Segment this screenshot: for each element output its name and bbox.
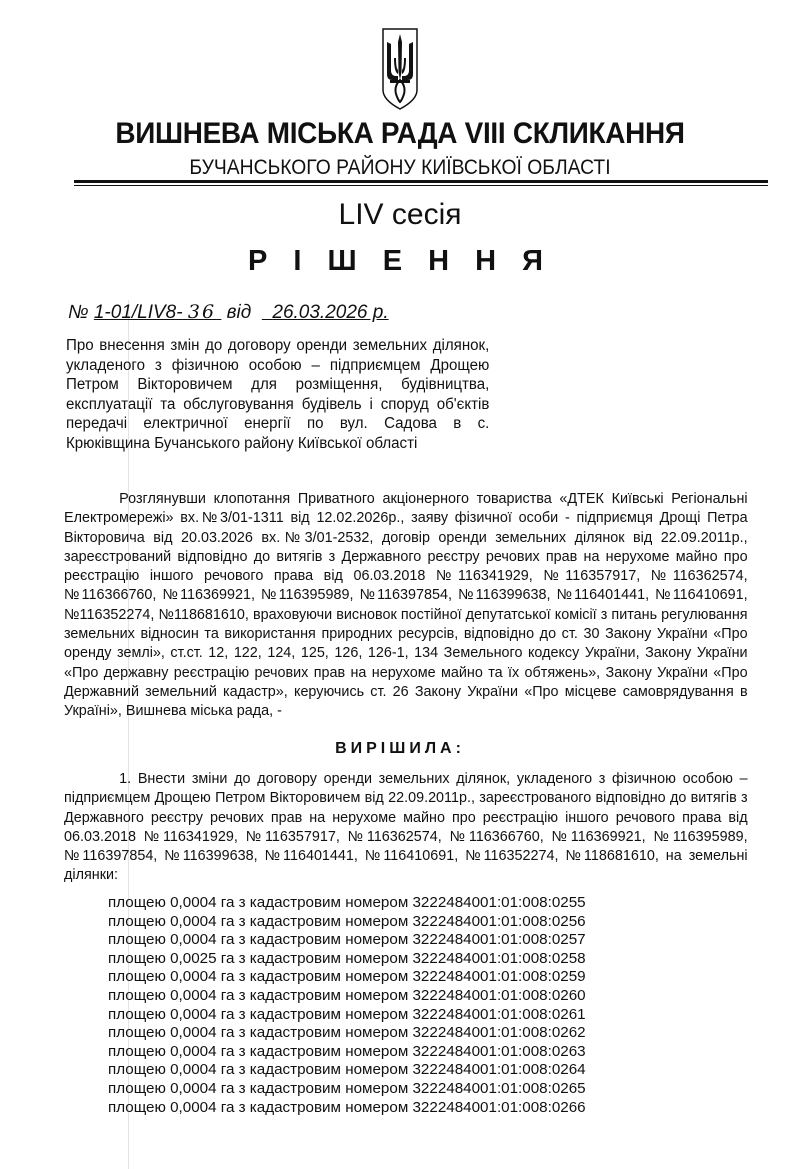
land-plot-item: площею 0,0025 га з кадастровим номером 3222484001:01:008:0258	[108, 949, 586, 967]
item-1-paragraph: 1. Внести зміни до договору оренди земельних ділянок, укладеного з фізичною особою – підприємцем Дрощею Петром Вікторовичем від 22.09.2011р., зареєстрованого відповідно до витягів з Державного реєстру речових прав на нерухоме майно про реєстрацію іншого речового права від 06.03.2018 №116341929, №116357917, №116362574, №116366760, №116369921, №116395989, №116397854, №116399638, №116401441, №116410691, №116352274, №118681610, на земельні ділянки:	[64, 771, 748, 884]
district-subtitle: БУЧАНСЬКОГО РАЙОНУ КИЇВСЬКОЇ ОБЛАСТІ	[189, 156, 611, 179]
decision-date-text: 26.03.2026 р.	[272, 302, 389, 323]
land-plot-item: площею 0,0004 га з кадастровим номером 3222484001:01:008:0263	[108, 1042, 586, 1060]
land-plot-item: площею 0,0004 га з кадастровим номером 3222484001:01:008:0259	[108, 968, 586, 986]
decision-date	[262, 302, 389, 323]
decision-number-prefix: 1-01/LIV8-	[93, 302, 183, 323]
land-plot-item: площею 0,0004 га з кадастровим номером 3222484001:01:008:0265	[108, 1079, 586, 1097]
header-rule-thin	[74, 185, 768, 186]
land-plot-item: площею 0,0004 га з кадастровим номером 3222484001:01:008:0257	[108, 931, 586, 949]
decision-number-handwritten: 36	[187, 301, 217, 323]
council-title: ВИШНЕВА МІСЬКА РАДА VIII СКЛИКАННЯ	[115, 117, 685, 150]
decision-subject: Про внесення змін до договору оренди земельних ділянок, укладеного з фізичною особою – підприємцем Дрощею Петром Вікторовичем для розміщення, будівництва, експлуатації та обслуговування будівель і споруд об'єктів передачі електричної енергії по вул. Садова в с. Крюківщина Бучанського району Київської області	[66, 337, 490, 452]
land-plot-item: площею 0,0004 га з кадастровим номером 3222484001:01:008:0266	[108, 1098, 586, 1116]
land-plot-item: площею 0,0004 га з кадастровим номером 3222484001:01:008:0262	[108, 1024, 586, 1042]
preamble-paragraph: Розглянувши клопотання Приватного акціонерного товариства «ДТЕК Київські Регіональні Електромережі» вх.№3/01-1311 від 12.02.2026р., заяву фізичної особи - підприємця Дрощі Петра Вікторовича від 20.03.2026 вх.№3/01-2532, договір оренди земельних ділянок від 22.09.2011р., зареєстрований відповідно до витягів з Державного реєстру речових прав на нерухоме майно про реєстрацію іншого речового права від 06.03.2018 №116341929, №116357917, №116362574, №116366760, №116369921, №116395989, №116397854, №116399638, №116401441, №116410691, №116352274, №118681610, враховуючи висновок постійної депутатської комісії з питань регулювання земельних відносин та використання природних ресурсів, відповідно до ст. 30 Закону України «Про оренду землі», ст.ст. 12, 122, 124, 125, 126, 126-1, 134 Земельного кодексу України, Закону України «Про державну реєстрацію речових прав на нерухоме майно та їх обтяжень», Закону України «Про Державний земельний кадастр», керуючись ст. 26 Закону України «Про місцеве самоврядування в Україні», Вишнева міська рада, -	[64, 491, 748, 720]
land-plot-item: площею 0,0004 га з кадастровим номером 3222484001:01:008:0255	[108, 894, 586, 911]
resolved-heading: ВИРІШИЛА:	[335, 740, 465, 757]
document-type: Р І Ш Е Н Н Я	[248, 245, 552, 277]
land-plot-item: площею 0,0004 га з кадастровим номером 3222484001:01:008:0261	[108, 1005, 586, 1023]
land-plot-item: площею 0,0004 га з кадастровим номером 3222484001:01:008:0260	[108, 986, 586, 1004]
number-sign: №	[68, 302, 89, 323]
land-plot-item: площею 0,0004 га з кадастровим номером 3222484001:01:008:0264	[108, 1061, 586, 1079]
land-plots-list	[108, 894, 586, 1117]
decision-number-line	[68, 301, 389, 324]
land-plot-item: площею 0,0004 га з кадастровим номером 3222484001:01:008:0256	[108, 912, 586, 930]
from-label: від	[226, 302, 252, 323]
decision-number	[94, 302, 221, 323]
tryzub-coat-of-arms-icon	[382, 28, 418, 110]
header-rule	[74, 180, 768, 183]
session-label: LIV сесія	[338, 198, 462, 231]
